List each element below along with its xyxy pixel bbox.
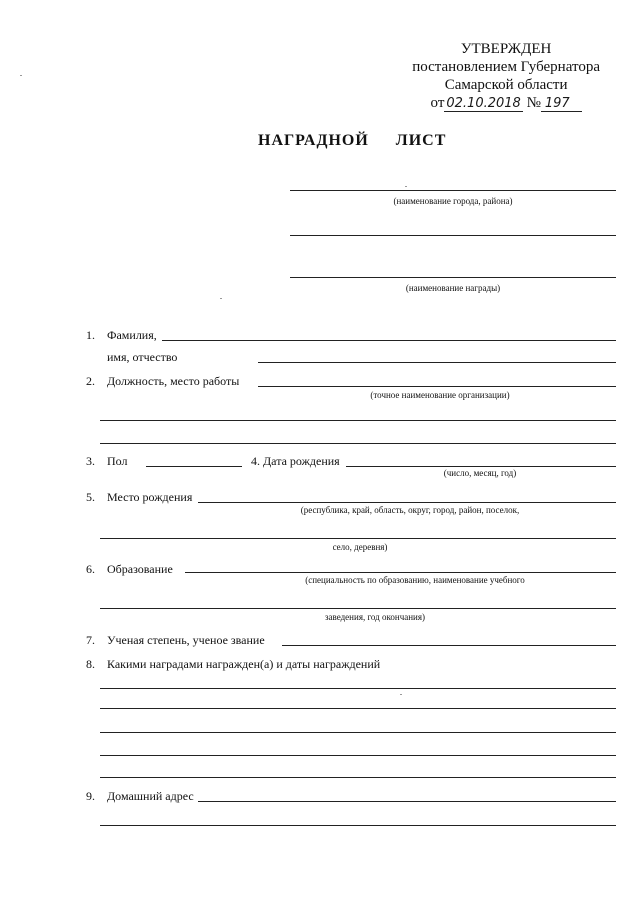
education-caption-2: заведения, год окончания) [324,612,426,622]
city-caption: (наименование города, района) [393,196,513,206]
birth-place-caption-1: (республика, край, область, округ, город, район, поселок, [300,505,520,515]
handwritten-number: 197 [541,96,582,112]
field-8-label: Какими наградами награжден(а) и даты награждений [107,657,381,671]
field-1-label-2: имя, отчество [107,350,178,364]
field-2-label: Должность, место работы [107,374,240,388]
position-line-3 [100,443,616,444]
extra-line-1 [290,235,616,236]
awards-line-3 [100,732,616,733]
education-line [185,572,616,573]
date-prefix: от [430,95,445,111]
field-4-label: 4. Дата рождения [251,454,340,468]
org-caption: (точное наименование организации) [370,390,510,400]
page-title: НАГРАДНОЙ ЛИСТ [258,132,447,149]
scan-speck [220,298,222,299]
field-2-number: 2. [86,374,95,388]
approved-date-line [412,94,600,113]
city-line [290,190,616,191]
surname-line [162,340,616,341]
awards-line-5 [100,777,616,778]
education-line-2 [100,608,616,609]
field-5-number: 5. [86,490,95,504]
position-line [258,386,616,387]
awards-line-1 [100,688,616,689]
birth-place-line [198,502,616,503]
field-7-label: Ученая степень, ученое звание [107,633,265,647]
address-line [198,801,616,802]
field-3-label: Пол [107,454,128,468]
awards-line-4 [100,755,616,756]
field-9-label: Домашний адрес [107,789,194,803]
address-line-2 [100,825,616,826]
degree-line [282,645,616,646]
birth-place-line-2 [100,538,616,539]
field-6-label: Образование [107,562,173,576]
award-caption: (наименование награды) [405,283,501,293]
approved-line2: Самарской области [444,77,568,93]
scan-speck [20,75,22,76]
field-9-number: 9. [86,789,95,803]
birth-date-line [346,466,616,467]
education-caption-1: (специальность по образованию, наименование учебного [305,575,525,585]
field-7-number: 7. [86,633,95,647]
handwritten-date: 02.10.2018 [446,96,521,111]
approved-line1: постановлением Губернатора [412,59,600,75]
birth-place-caption-2: село, деревня) [332,542,388,552]
field-1-number: 1. [86,328,95,342]
scan-speck [405,186,407,187]
approved-heading: УТВЕРЖДЕН [460,41,552,57]
number-sign: № [526,95,541,111]
field-8-number: 8. [86,657,95,671]
field-6-number: 6. [86,562,95,576]
position-line-2 [100,420,616,421]
field-5-label: Место рождения [107,490,193,504]
name-line [258,362,616,363]
field-3-number: 3. [86,454,95,468]
birth-date-caption: (число, месяц, год) [443,468,517,478]
approval-stamp [412,40,600,113]
award-line [290,277,616,278]
awards-line-2 [100,708,616,709]
gender-line [146,466,242,467]
field-1-label: Фамилия, [107,328,157,342]
scan-speck [400,694,402,695]
